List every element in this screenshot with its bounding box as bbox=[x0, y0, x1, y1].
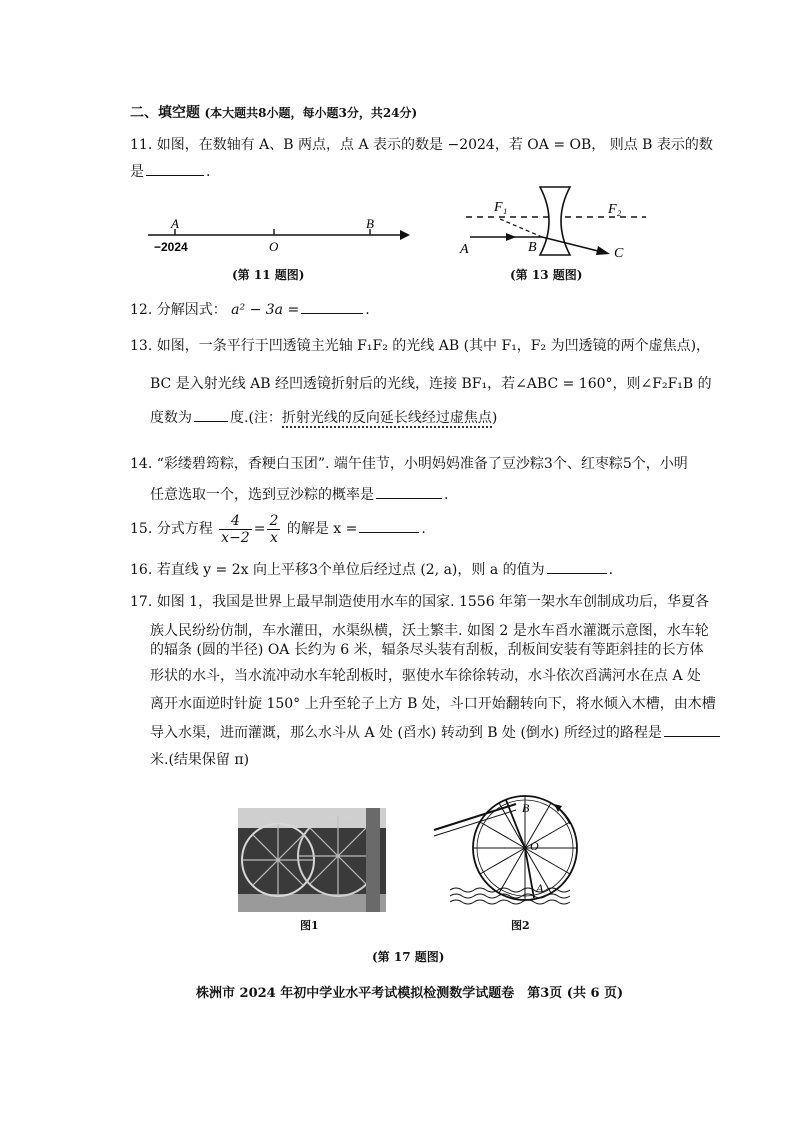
q15-fraction-2 bbox=[267, 513, 280, 546]
q15-prefix: 15. 分式方程 bbox=[130, 521, 213, 537]
label-c: C bbox=[614, 246, 624, 261]
q17-answer-blank bbox=[664, 722, 720, 737]
q15-frac2-num: 2 bbox=[269, 512, 279, 529]
water-wheel-diagram bbox=[430, 790, 590, 920]
q13-note: 折射光线的反向延长线经过虚焦点 bbox=[281, 410, 492, 426]
label-b: B bbox=[366, 216, 374, 231]
q14-line2-text: 任意选取一个，选到豆沙粽的概率是 bbox=[150, 487, 374, 503]
fig1-label: 图1 bbox=[300, 919, 319, 932]
label-a: A bbox=[536, 881, 544, 895]
q17-line2: 族人民纷纷仿制，车水灌田，水渠纵横，沃土繁丰. 如图 2 是水车舀水灌溉示意图，水车轮 bbox=[150, 623, 709, 639]
q11-answer-blank bbox=[146, 161, 204, 176]
q17-line6-text: 导入水渠，进而灌溉，那么水斗从 A 处 (舀水) 转动到 B 处 (倒水) 所经过的路程是 bbox=[150, 725, 662, 741]
q14-line2 bbox=[150, 484, 448, 505]
label-f2: F₂ bbox=[608, 202, 622, 217]
q12-answer-blank bbox=[301, 299, 363, 314]
q13-line3-c: ) bbox=[491, 410, 498, 426]
q13-line3-b: 度.(注： bbox=[230, 410, 282, 426]
q15-suffix: 的解是 x = bbox=[286, 521, 358, 537]
q15-end: . bbox=[421, 521, 426, 537]
label-b: B bbox=[528, 240, 537, 255]
page-footer: 株洲市 2024 年初中学业水平考试模拟检测数学试题卷 第3页 (共 6 页) bbox=[196, 986, 624, 1001]
q12-line bbox=[130, 299, 370, 320]
q11-line2: 是 . bbox=[130, 161, 210, 182]
q15-answer-blank bbox=[359, 518, 419, 533]
q15-frac2-den: x bbox=[269, 529, 278, 546]
section-note: (本大题共8小题，每小题3分，共24分) bbox=[204, 106, 418, 120]
q12-prefix: 12. 分解因式： bbox=[130, 302, 227, 318]
trough bbox=[434, 804, 516, 830]
q17-caption: (第 17 题图) bbox=[372, 950, 445, 964]
label-o: O bbox=[530, 839, 539, 853]
label-a: A bbox=[460, 242, 469, 257]
q13-line2: BC 是入射光线 AB 经凹透镜折射后的光线，连接 BF₁，若∠ABC = 160°，则∠F₂F₁B 的 bbox=[150, 376, 712, 392]
q14-answer-blank bbox=[376, 484, 442, 499]
label-a: A bbox=[171, 216, 179, 231]
q16-end: . bbox=[608, 562, 614, 578]
number-line-arrow bbox=[400, 230, 410, 240]
q15-frac1-num: 4 bbox=[219, 513, 252, 530]
q16-answer-blank bbox=[547, 559, 607, 574]
q13-line3 bbox=[150, 407, 497, 428]
q11-line2-text: 是 bbox=[130, 164, 144, 180]
q12-expr: a² − 3a = bbox=[231, 302, 300, 318]
photo-drawing bbox=[238, 808, 386, 912]
q13-line3-a: 度数为 bbox=[150, 410, 192, 426]
q15-frac1-den: x−2 bbox=[221, 529, 250, 546]
q17-line1: 17. 如图 1，我国是世界上最早制造使用水车的国家. 1556 年第一架水车创制成功后，华夏各 bbox=[130, 594, 710, 610]
ray-bc-arrow bbox=[596, 246, 610, 255]
q17-line4: 形状的水斗，当水流冲动水车轮刮板时，驱使水车徐徐转动，水斗依次舀满河水在点 A 处 bbox=[150, 668, 702, 684]
q17-line5: 离开水面逆时针旋 150° 上升至轮子上方 B 处，斗口开始翻转向下，将水倾入木槽，由木槽 bbox=[150, 696, 716, 712]
label-minus-2024: −2024 bbox=[154, 240, 188, 254]
q11-number-line bbox=[148, 215, 410, 255]
q14-end: . bbox=[444, 487, 449, 503]
q17-line3: 的辐条 (圆的半径) OA 长约为 6 米，辐条尽头装有刮板，刮板间安装有等距斜挂的长方体 bbox=[150, 642, 704, 658]
q13-line1: 13. 如图，一条平行于凹透镜主光轴 F₁F₂ 的光线 AB (其中 F₁，F₂ 为凹透镜的两个虚焦点)， bbox=[130, 338, 711, 354]
q13-answer-blank bbox=[194, 407, 228, 422]
water-wheel-photo bbox=[238, 808, 386, 912]
q15-eq: = bbox=[253, 521, 266, 537]
q12-end: . bbox=[365, 302, 370, 318]
q11-line1: 11. 如图，在数轴有 A、B 两点，点 A 表示的数是 −2024，若 OA = OB， 则点 B 表示的数 bbox=[130, 137, 713, 153]
q17-last-line: 米.(结果保留 π) bbox=[150, 752, 250, 768]
q13-lens-figure bbox=[460, 183, 660, 263]
concave-lens bbox=[540, 187, 570, 255]
rotation-arrow bbox=[558, 808, 570, 824]
q17-line6 bbox=[150, 722, 722, 743]
q11-caption: (第 11 题图) bbox=[232, 268, 305, 282]
water-waves bbox=[450, 888, 570, 904]
fig2-label: 图2 bbox=[511, 919, 530, 932]
q15-fraction-1 bbox=[219, 513, 252, 546]
section-title: 二、填空题 bbox=[130, 105, 200, 121]
ray-ab-arrow bbox=[506, 233, 516, 241]
q13-caption: (第 13 题图) bbox=[510, 268, 583, 282]
section-header bbox=[130, 103, 417, 123]
label-o: O bbox=[269, 239, 279, 254]
label-f1: F₁ bbox=[494, 200, 508, 215]
q14-line1: 14. “彩缕碧筠粽，香粳白玉团”. 端午佳节，小明妈妈准备了豆沙粽3个、红枣粽5个，小明 bbox=[130, 456, 688, 472]
q15-line bbox=[130, 512, 426, 546]
q16-text: 16. 若直线 y = 2x 向上平移3个单位后经过点 (2, a)，则 a 的值为 bbox=[130, 562, 545, 578]
q16-line bbox=[130, 559, 613, 580]
label-b: B bbox=[522, 801, 530, 815]
